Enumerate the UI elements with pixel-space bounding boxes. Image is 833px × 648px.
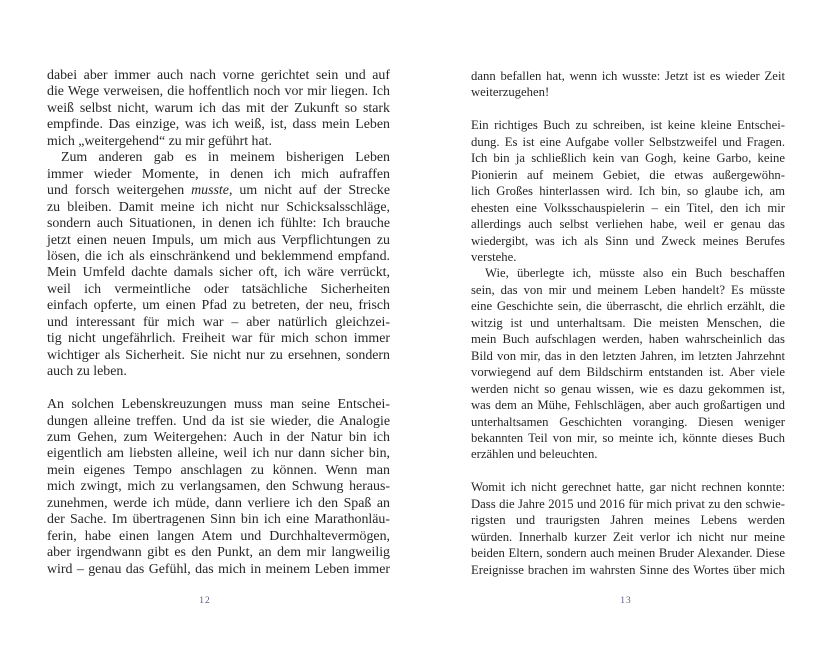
text-line: mein eigenes Tempo anschlagen zu können. Wenn man: [47, 462, 390, 478]
text-line: empfinde. Das einzige, was ich weiß, ist, dass mein Leben: [47, 117, 390, 133]
text-line: tig nicht ungefährlich. Freiheit war für mich schon immer: [47, 331, 390, 347]
text-line: zu bleiben. Damit meine ich nicht nur Schicksalsschläge,: [47, 199, 390, 215]
text-line: Mein Umfeld dachte damals sicher oft, ich wäre verrückt,: [47, 265, 390, 281]
text-line: wiedergibt, was ich als Sinn und Zweck meines Berufes: [471, 233, 785, 248]
text-line: sein, das von mir und meinem Leben handelt? Es müsste: [471, 282, 785, 297]
paragraph: [471, 68, 785, 101]
text-line: mich zwingt, mich zu verlangsamen, den Schwung heraus-: [47, 479, 390, 495]
text-line: Ereignisse brachen im wahrsten Sinne des Wortes über mich: [471, 562, 785, 577]
text-line: weil ich vermeintliche oder tatsächliche Sicherheiten: [47, 281, 390, 297]
text-line: auch zu leben.: [47, 364, 127, 380]
paragraph: [47, 68, 390, 150]
text-line: unterhaltsamen Geschichten voranging. Diesen weniger: [471, 414, 785, 429]
text-line: An solchen Lebenskreuzungen muss man seine Entschei-: [47, 397, 390, 413]
text-line: Bild von mir, das in den letzten Jahren, im letzten Jahrzehnt: [471, 348, 785, 363]
text-line: vorwiegend auf dem Bildschirm entstanden ist. Aber viele: [471, 365, 785, 380]
text-line: jetzt einen neuen Impuls, um mich aus Verpflichtungen zu: [47, 232, 390, 248]
text-line: werden nicht so genau wissen, wie es dazu gekommen ist,: [471, 381, 785, 396]
text-line: bekannten Teil von mir, so meinte ich, könnte dieses Buch: [471, 431, 785, 446]
text-line: Dass die Jahre 2015 und 2016 für mich privat zu den schwie-: [471, 496, 785, 511]
text-line: sondern auch Situationen, in denen ich fühlte: Ich brauche: [47, 216, 390, 232]
text-line: dung. Es ist eine Aufgabe voller Selbstzweifel und Fragen.: [471, 134, 785, 149]
text-line: allerdings auch selbst verliehen habe, weil er genau das: [471, 217, 785, 232]
text-line: Wie, überlegte ich, müsste also ein Buch beschaffen: [485, 266, 785, 281]
text-line: mein Buch aufschlagen werden, haben wahrscheinlich das: [471, 332, 785, 347]
paragraph: [471, 117, 785, 265]
text-line: der Sache. Im übertragenen Sinn bin ich eine Marathonläu-: [47, 512, 390, 528]
text-line: ehesten eine Volksschauspielerin – ein Titel, den ich mir: [471, 200, 785, 215]
text-line: mich „weitergehend“ zu mir geführt hat.: [47, 133, 272, 149]
text-line: Ein richtiges Buch zu schreiben, ist keine kleine Entschei-: [471, 118, 785, 133]
text-line: Zum anderen gab es in meinem bisherigen Leben: [61, 150, 390, 166]
text-line: wichtiger als Sicherheit. Sie nicht nur zu ersehnen, sondern: [47, 347, 390, 363]
text-line: wird – genau das Gefühl, das mich in meinem Leben immer: [47, 561, 390, 577]
text-line: und forsch weitergehen musste, um nicht auf der Strecke: [47, 183, 390, 199]
text-line: Ich bin ja schließlich kein van Gogh, keine Garbo, keine: [471, 151, 785, 166]
paragraph: [47, 397, 390, 578]
text-line: beiden Eltern, sondern auch meinen Bruder Alexander. Diese: [471, 546, 785, 561]
text-line: dabei aber immer auch nach vorne gerichtet sein und auf: [47, 68, 390, 83]
book-page-right: [471, 68, 785, 578]
text-line: erzählen und beleuchten.: [471, 447, 598, 462]
text-line: rigsten und traurigsten Jahren meines Lebens werden: [471, 513, 785, 528]
text-line: Womit ich nicht gerechnet hatte, gar nicht rechnen konnte:: [471, 480, 785, 495]
text-line: und interessant für mich war – aber natürlich gleichzei-: [47, 314, 390, 330]
paragraph: [471, 265, 785, 462]
text-line: die Wege verweisen, die hoffentlich noch vor mir liegen. Ich: [47, 84, 390, 100]
text-line: lösen, die ich als einschränkend und beklemmend empfand.: [47, 248, 390, 264]
text-line: eigentlich am liebsten alleine, weil ich nur dann sicher bin,: [47, 446, 390, 462]
page-number-right: 13: [620, 596, 632, 606]
text-line: witzig ist und unterhaltsam. Die meisten Menschen, die: [471, 315, 785, 330]
text-line: was dem an Mühe, Fehlschlägen, aber auch großartigen und: [471, 398, 785, 413]
book-page-left: [47, 68, 390, 578]
text-line: immer wieder Momente, in denen ich mich aufraffen: [47, 166, 390, 182]
paragraph: [471, 479, 785, 578]
text-line: dann befallen hat, wenn ich wusste: Jetzt ist es wieder Zeit: [471, 69, 785, 83]
text-line: Pionierin auf meinem Gebiet, die etwas außergewöhn-: [471, 167, 785, 182]
text-line: zunehmen, werde ich müde, dann verliere ich den Spaß an: [47, 495, 390, 511]
text-line: aber irgendwann gibt es den Punkt, an dem mir langweilig: [47, 545, 390, 561]
text-line: zum Gehen, zum Weitergehen: Auch in der Natur bin ich: [47, 430, 390, 446]
text-line: weiterzugehen!: [471, 85, 550, 100]
text-line: ferin, habe einen langen Atem und Durchhaltevermögen,: [47, 528, 390, 544]
text-line: lich Großes hinterlassen wird. Ich bin, so glaube ich, am: [471, 184, 785, 199]
text-line: würden. Innerhalb kurzer Zeit verlor ich nicht nur meine: [471, 529, 785, 544]
paragraph: [47, 150, 390, 380]
text-line: einfach opferte, um einen Pfad zu betreten, der neu, frisch: [47, 298, 390, 314]
text-line: eine Geschichte sein, die überrascht, die ehrlich erzählt, die: [471, 299, 785, 314]
page-number-left: 12: [199, 596, 211, 606]
text-line: dungen alleine treffen. Und da ist sie wieder, die Analogie: [47, 413, 390, 429]
text-line: weiß selbst nicht, warum ich das mit der Zukunft so stark: [47, 100, 390, 116]
text-line: verstehe.: [471, 250, 517, 265]
